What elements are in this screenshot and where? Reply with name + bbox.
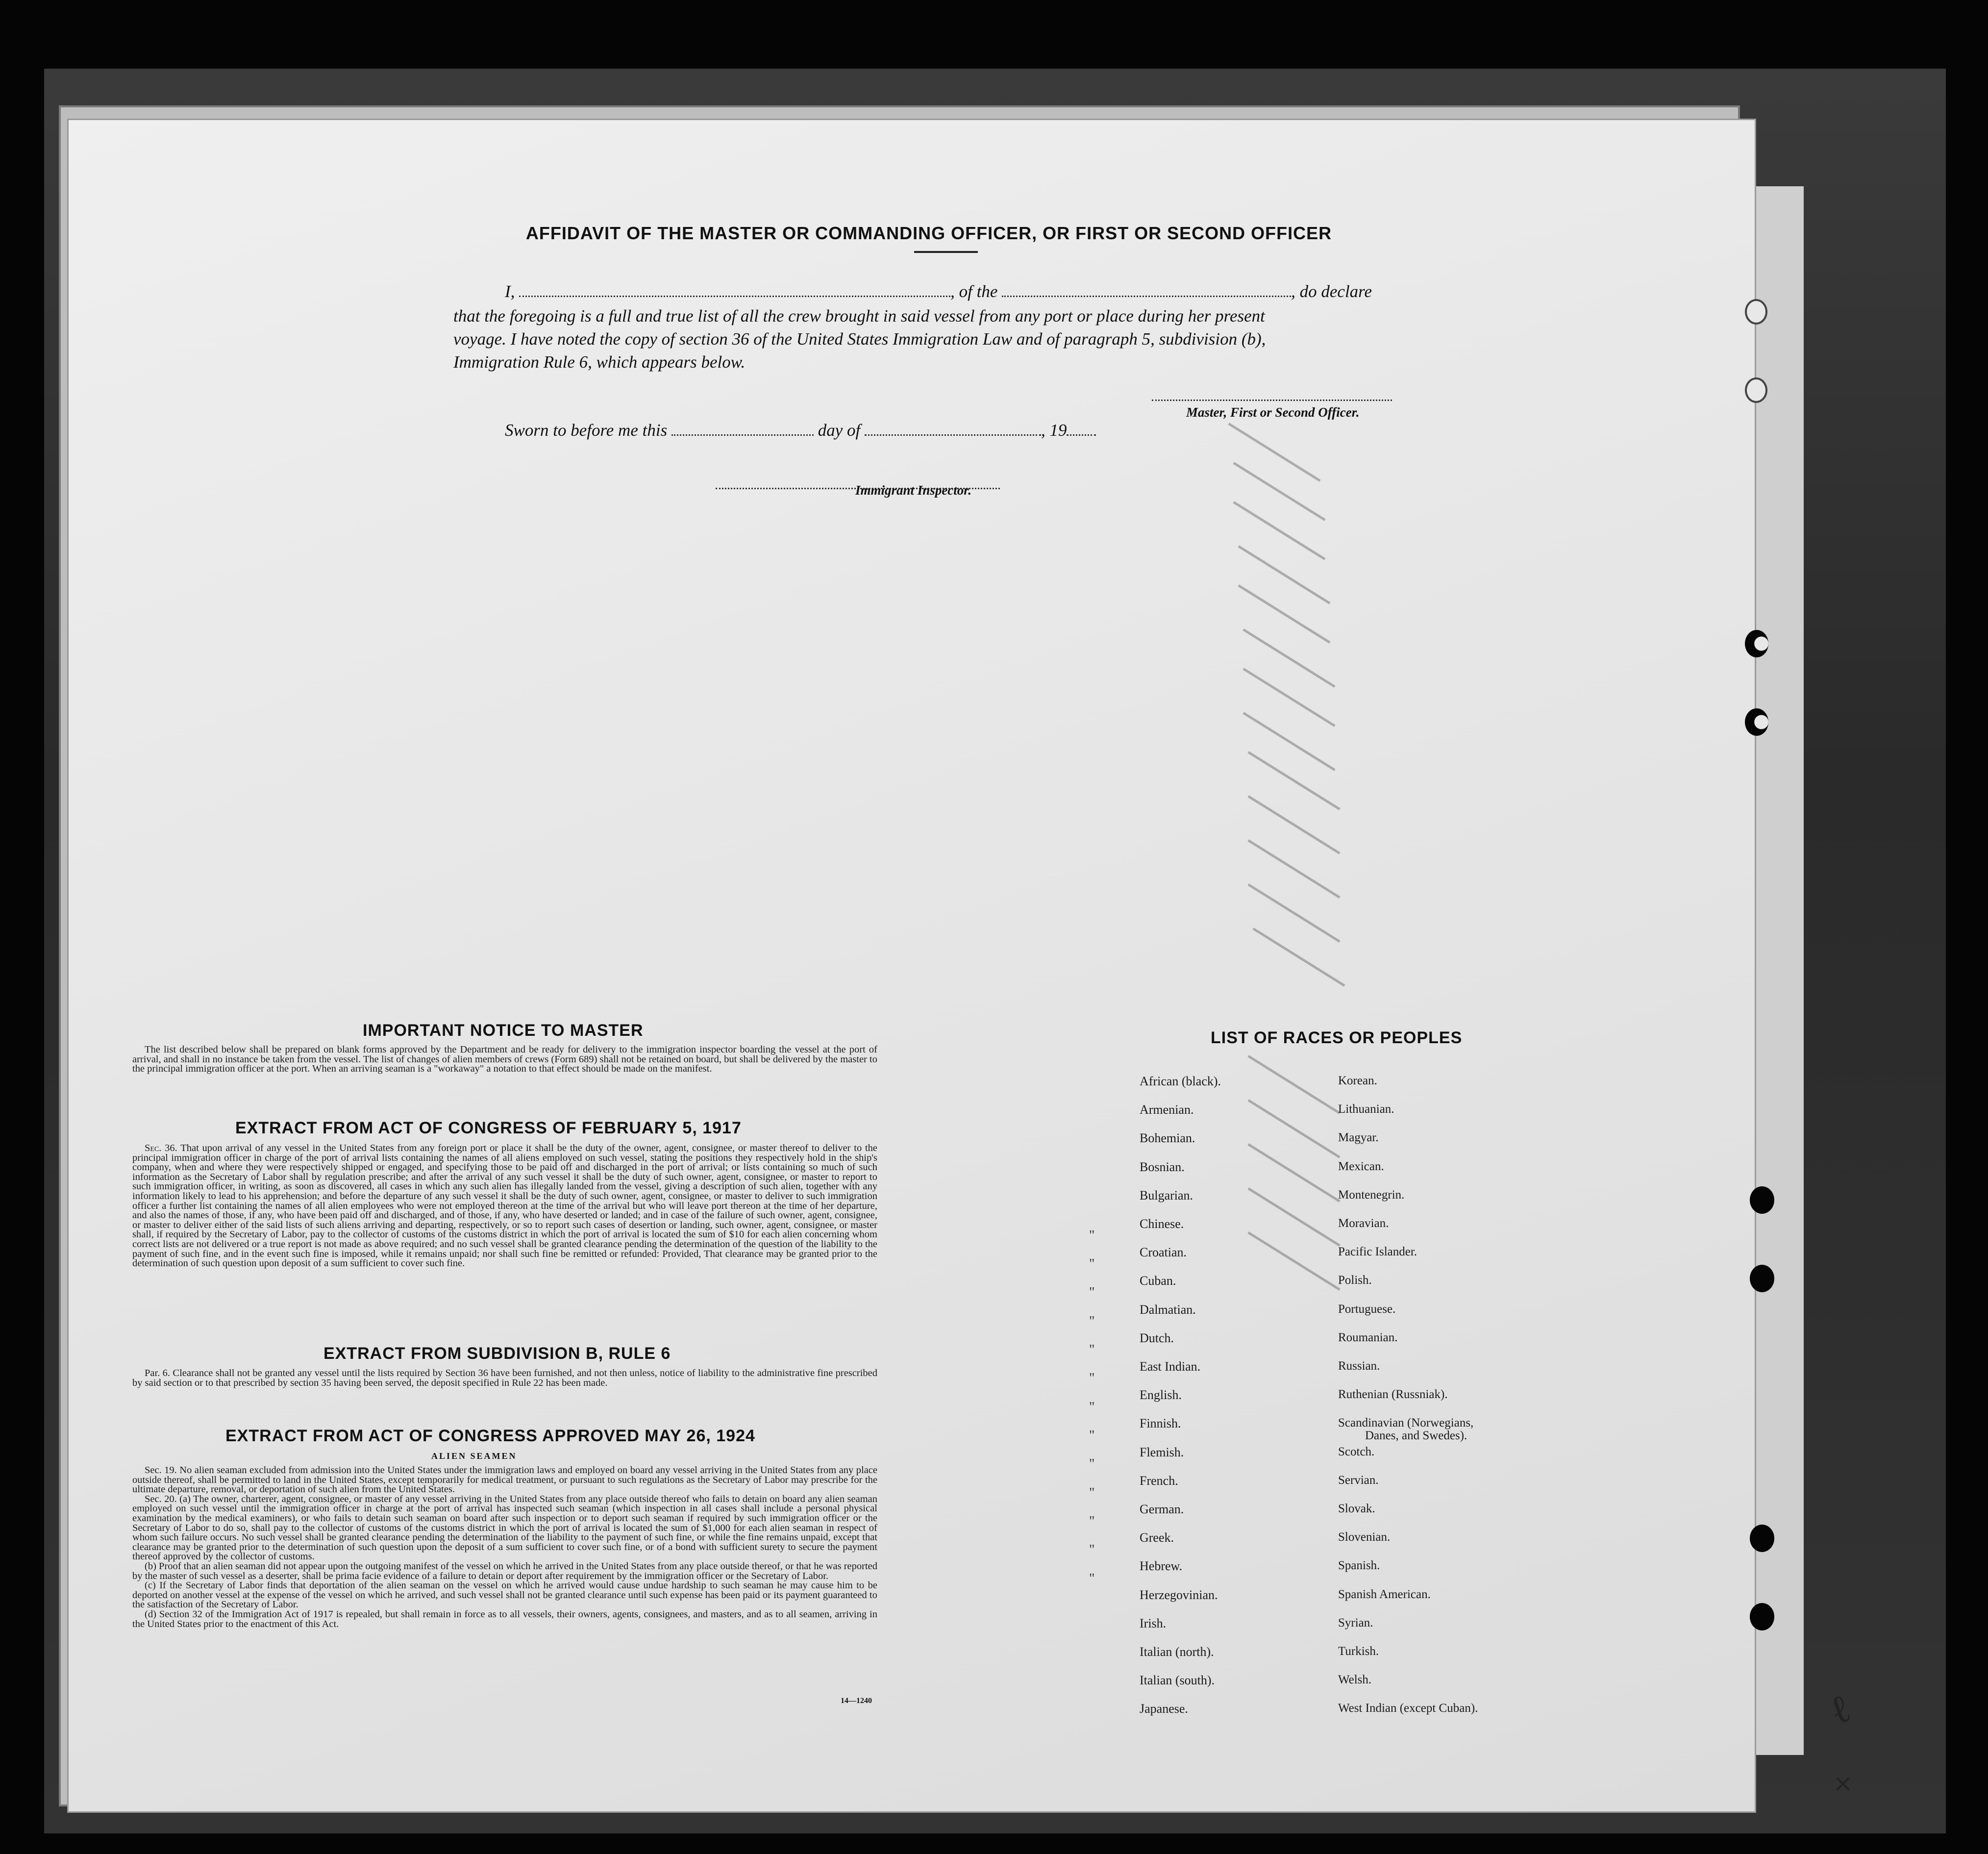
race-item: Ruthenian (Russniak). [1338,1388,1448,1402]
sworn-month-blank [865,434,1041,436]
handwritten-mark: ℓ [1823,1684,1857,1734]
race-item: Spanish American. [1338,1587,1431,1601]
race-item: Syrian. [1338,1616,1373,1629]
act-1924-title: EXTRACT FROM ACT OF CONGRESS APPROVED MAY 26, 1924 [225,1427,755,1445]
punch-hole [1745,377,1767,403]
race-item: Herzegovinian. [1140,1587,1218,1602]
affidavit-header [451,0,1407,243]
sworn-year-label: , 19 [1041,421,1067,440]
race-item: Hebrew. [1140,1559,1183,1574]
punch-hole [1750,1525,1774,1552]
act-1924-subtitle: ALIEN SEAMEN [431,1451,517,1461]
act-1924-sec-20b: (b) Proof that an alien seaman did not appear upon the outgoing manifest of the vessel on which he arrived in the United States from any place outside thereof, or that he was reported by the master of such vessel as a deserter, shall be prima facie evidence of a failure to detain or deport after requirement by the immigration officer or the Secretary of Labor. [132,1560,877,1581]
race-item: Bosnian. [1140,1159,1185,1174]
race-item: Chinese. [1140,1217,1184,1231]
race-item: German. [1140,1502,1184,1516]
race-item: Croatian. [1140,1245,1187,1260]
race-item: Bohemian. [1140,1131,1195,1146]
race-item: Dalmatian. [1140,1302,1196,1317]
punch-hole [1750,1603,1774,1630]
race-item: Spanish. [1338,1559,1380,1573]
act-1924-sec-19: Sec. 19. No alien seaman excluded from admission into the United States under the immigration laws and employed on board any vessel arriving in the United States from any place outside thereof, shall be permitted to land in the United States, except temporarily for medical treatment, or pursuant to such regulations as the Secretary of Labor may prescribe for the ultimate departure, removal, or deportation of such alien from the United States. [132,1465,877,1495]
notice-text: The list described below shall be prepared on blank forms approved by the Department and be ready for delivery to the immigration inspector boarding the vessel at the port of arrival, and shall in no instance be taken from the vessel. The list of changes of alien members of crews (Form 689) shall not be retained on board, but shall be delivered by the master to the principal immigration officer at the port. When an arriving seaman is a "workaway" a notation to that effect should be made on the manifest. [132,1044,877,1075]
race-item: Polish. [1338,1274,1372,1287]
race-item: Roumanian. [1338,1330,1398,1344]
form-number: 14—1240 [841,1697,872,1705]
signature-line [1152,400,1392,401]
punch-hole [1745,299,1767,325]
race-item: West Indian (except Cuban). [1338,1702,1478,1715]
rule-6-text: Par. 6. Clearance shall not be granted any vessel until the lists required by Section 36 have been furnished, and not then unless, notice of liability to the administrative fine prescribed by said section or to that prescribed by section 35 having been served, the deposit specified in Rule 22 has been made. [132,1368,877,1388]
race-item: Montenegrin. [1338,1188,1405,1202]
race-item: Armenian. [1140,1102,1194,1117]
sworn-line [505,421,1096,440]
race-item: Portuguese. [1338,1302,1396,1316]
notice-title: IMPORTANT NOTICE TO MASTER [363,1021,644,1040]
declaration-line-4: Immigration Rule 6, which appears below. [453,352,746,372]
day-of-label: day of [818,421,861,440]
race-item: Danes, and Swedes). [1365,1429,1467,1443]
act-1924-sec-20c: (c) If the Secretary of Labor finds that deportation of the alien seaman on the vessel on which he arrived would cause undue hardship to such seaman he may cause him to be deported on another vessel at the expense of the vessel on which he arrived, and such vessel shall not be granted clearance until such expense has been paid or its payment guaranteed to the satisfaction of the Secretary of Labor. [132,1580,877,1610]
race-item: Flemish. [1140,1445,1184,1459]
race-item: Welsh. [1338,1673,1372,1687]
act-1924-sec-20a: Sec. 20. (a) The owner, charterer, agent, consignee, or master of any vessel arriving in the United States from any place outside thereof who fails to detain on board any alien seaman employed on such vessel until the immigration officer in charge at the port of arrival has inspected such seaman (which inspection in all cases shall include a personal physical examination by the medical examiners), or who fails to detain such seaman on board after such inspection or to deport such seaman if required by such immigration officer or the Secretary of Labor to do so, shall pay to the collector of customs of the customs district in which the port of arrival is located the sum of $1,000 for each alien seaman in respect of whom such failure occurs. No such vessel shall be granted clearance pending the determination of the liability to the payment of such fine, or while the fine remains unpaid, except that clearance may be granted prior to the determination of such question upon the deposit of a sum sufficient to cover such fine, or of a bond with sufficient surety to secure the payment thereof approved by the collector of customs. [132,1493,877,1562]
declaration-line-1 [505,282,1372,301]
rule-6-title: EXTRACT FROM SUBDIVISION B, RULE 6 [323,1344,671,1363]
race-item: Bulgarian. [1140,1188,1193,1203]
punch-hole [1750,1265,1774,1292]
race-item: Scandinavian (Norwegians, [1338,1416,1474,1430]
inspector-label: Immigrant Inspector. [855,483,972,498]
declarant-name-blank [519,295,950,297]
race-item: Moravian. [1338,1217,1389,1230]
punch-hole [1745,708,1768,736]
vessel-prefix: , of the [950,282,998,301]
race-item: English. [1140,1388,1182,1403]
punch-hole [1745,630,1768,657]
race-item: French. [1140,1473,1178,1488]
title-rule [914,251,978,253]
race-item: Pacific Islander. [1338,1245,1417,1259]
race-item: Slovenian. [1338,1530,1391,1544]
act-1924-sec-20d: (d) Section 32 of the Immigration Act of 1917 is repealed, but shall remain in force as to all vessels, their owners, agents, consignees, and masters, and as to all seamen, arriving in the United States prior to the enactment of this Act. [132,1608,877,1629]
declarant-prefix: I, [505,282,515,301]
act-1924-text [132,1466,877,1629]
race-item: Italian (south). [1140,1673,1215,1688]
act-1917-body: That upon arrival of any vessel in the United States from any foreign port or place it shall be the duty of the owner, agent, consignee, or master thereof to deliver to the principal immigration officer in charge of the port of arrival lists containing the names of all aliens employed on such vessel, stating the positions they respectively hold in the ship's company, when and where they were respectively shipped or engaged, and specifying those to be paid off and discharged in the port of arrival; or lists containing so much of such information as the Secretary of Labor shall by regulation prescribe; and after the arrival of any such vessel it shall be the duty of such owner, agent, consignee, or master to report to such immigration officer, in writing, as soon as discovered, all cases in which any such alien has illegally landed from the vessel, giving a description of such alien, together with any information likely to lead to his apprehension; and before the departure of any such vessel it shall be the duty of such owner, agent, consignee, or master to deliver to such immigration officer a further list containing the names of all alien employees who were not employed thereon at the time of the arrival but who will leave port thereon at the time of her departure, and also the names of those, if any, who have been paid off and discharged, and of those, if any, who have deserted or landed; and in case of the failure of such owner, agent, consignee, or master to deliver either of the said lists of such aliens arriving and departing, respectively, or so to report such cases of desertion or landing, such owner, agent, consignee, or master shall, if required by the Secretary of Labor, pay to the collector of customs of the customs district in which the port of arrival is located the sum of $10 for each alien concerning whom correct lists are not delivered or a true report is not made as above required; and no such vessel shall be granted clearance pending the determination of the question of the liability to the payment of such fine, and in the event such fine is imposed, while it remains unpaid; nor shall such fine be remitted or refunded: Provided, That clearance may be granted prior to the determination of such question upon deposit of a sum sufficient to cover such fine. [132,1143,878,1269]
race-item: Italian (north). [1140,1645,1214,1659]
race-item: Greek. [1140,1530,1174,1545]
affidavit-title: AFFIDAVIT OF THE MASTER OR COMMANDING OFFICER, OR FIRST OR SECOND OFFICER [525,223,1332,243]
act-1917-text [132,1144,877,1269]
signature-label: Master, First or Second Officer. [1186,405,1360,420]
handwritten-mark: × [1833,1770,1853,1797]
declaration-line-3: voyage. I have noted the copy of section 36 of the United States Immigration Law and of paragraph 5, subdivision (b), [453,329,1266,349]
act-1917-section-label: Sec. 36. [145,1143,177,1153]
act-1917-title: EXTRACT FROM ACT OF CONGRESS OF FEBRUARY 5, 1917 [235,1119,742,1137]
race-item: Cuban. [1140,1274,1176,1288]
race-item: Russian. [1338,1359,1380,1373]
race-item: Magyar. [1338,1131,1379,1145]
race-item: Scotch. [1338,1445,1375,1458]
sworn-prefix: Sworn to before me this [505,421,668,440]
race-item: Irish. [1140,1616,1167,1630]
vessel-name-blank [1002,295,1291,297]
race-item: Servian. [1338,1473,1379,1487]
race-item: Dutch. [1140,1330,1174,1345]
punch-hole [1750,1186,1774,1214]
race-item: Finnish. [1140,1416,1181,1431]
race-item: East Indian. [1140,1359,1201,1374]
race-item: Slovak. [1338,1502,1375,1515]
race-item: Lithuanian. [1338,1102,1394,1116]
race-item: Korean. [1338,1074,1377,1087]
sworn-day-blank [671,434,814,436]
race-item: Japanese. [1140,1702,1188,1716]
race-item: Mexican. [1338,1159,1384,1173]
declaration-line-2: that the foregoing is a full and true list of all the crew brought in said vessel from any port or place during her present [453,306,1265,326]
declare-suffix: , do declare [1291,282,1372,301]
races-title: LIST OF RACES OR PEOPLES [1211,1028,1463,1047]
race-item: African (black). [1140,1074,1221,1088]
race-item: Turkish. [1338,1645,1379,1658]
sworn-year-blank [1067,434,1096,436]
